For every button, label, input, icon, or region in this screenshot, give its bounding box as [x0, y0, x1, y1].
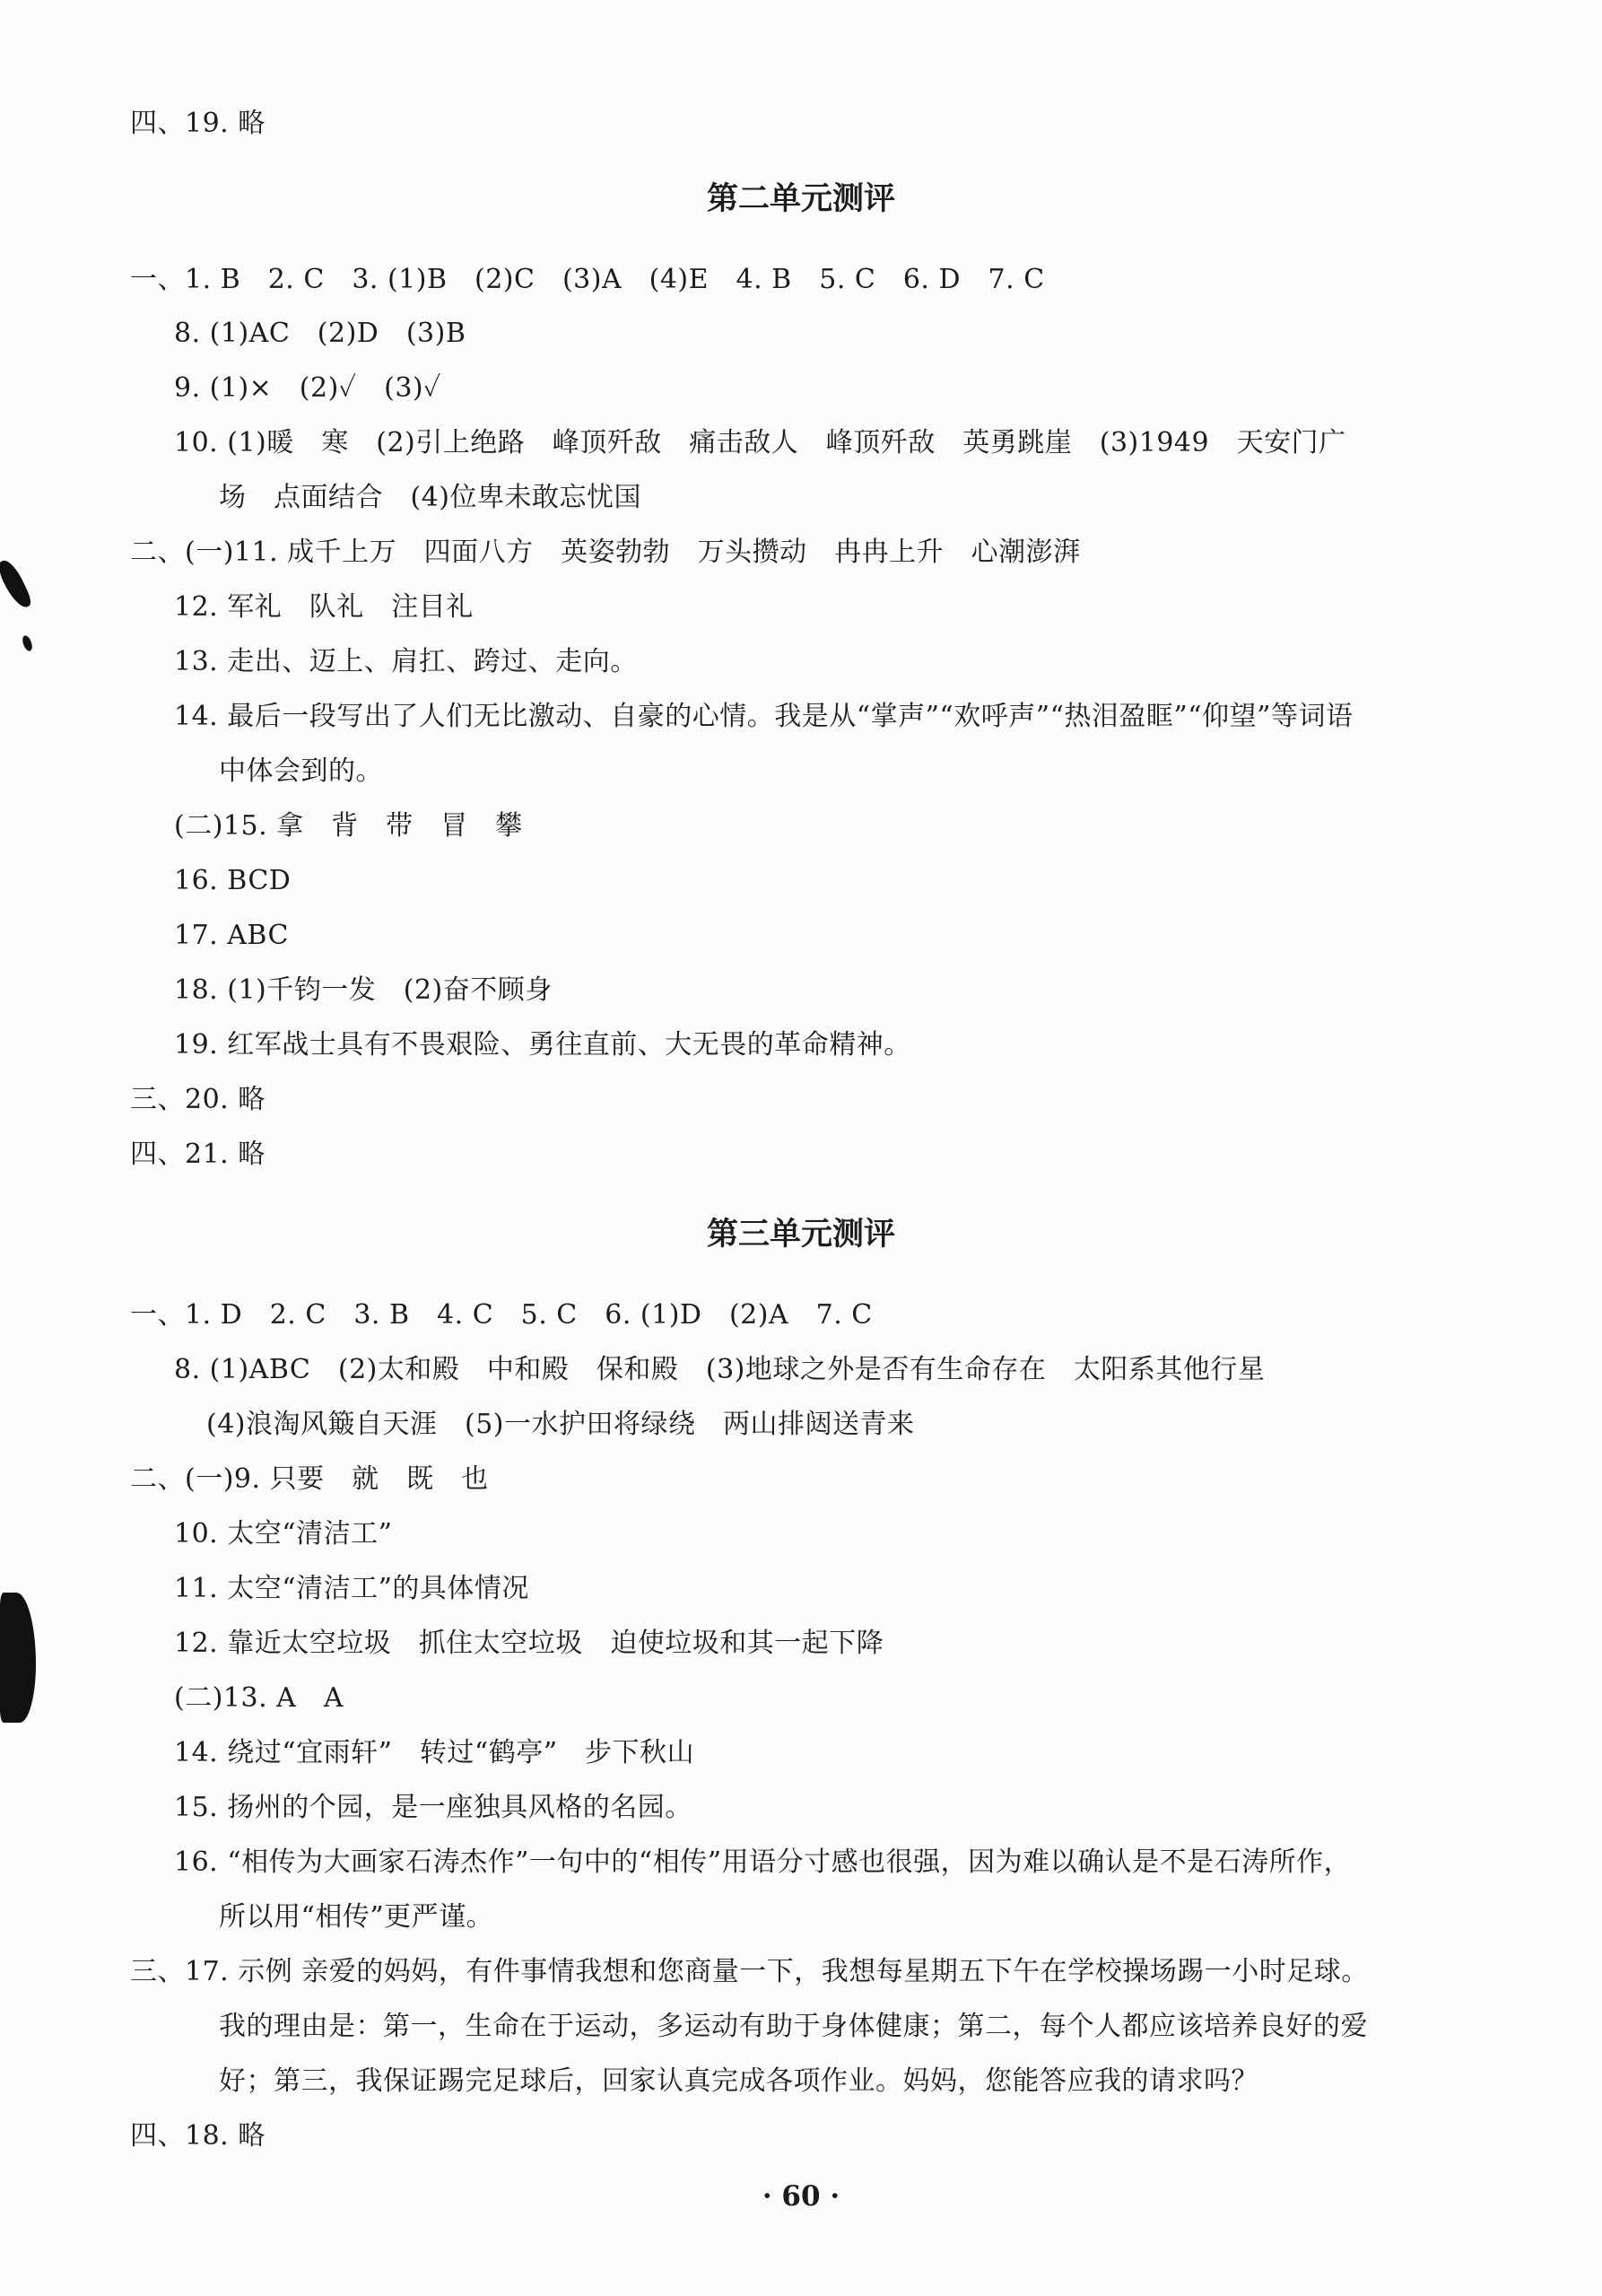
unit3-line-2: 8. (1)ABC (2)太和殿 中和殿 保和殿 (3)地球之外是否有生命存在 太阳系其他行星	[174, 1354, 1266, 1385]
unit2-title: 第二单元测评	[706, 181, 895, 217]
unit3-line-1: 一、1. D 2. C 3. B 4. C 5. C 6. (1)D (2)A 7. C	[130, 1299, 873, 1331]
unit2-line-4: 10. (1)暖 寒 (2)引上绝路 峰顶歼敌 痛击敌人 峰顶歼敌 英勇跳崖 (3)1949 天安门广	[174, 427, 1346, 458]
unit2-line-5: 场 点面结合 (4)位卑未敢忘忧国	[219, 482, 641, 513]
unit2-line-11: (二)15. 拿 背 带 冒 攀	[174, 810, 523, 842]
unit1-q19-line: 四、19. 略	[130, 108, 266, 139]
unit2-line-17: 四、21. 略	[130, 1139, 266, 1170]
scan-mark-bottom	[0, 1593, 36, 1723]
unit2-line-3: 9. (1)× (2)✓ (3)✓	[174, 372, 441, 404]
unit3-line-15: 好；第三，我保证踢完足球后，回家认真完成各项作业。妈妈，您能答应我的请求吗？	[219, 2065, 1258, 2097]
unit3-line-14: 我的理由是：第一，生命在于运动，多运动有助于身体健康；第二，每个人都应该培养良好的爱	[219, 2011, 1368, 2042]
page-number: · 60 ·	[762, 2180, 840, 2213]
unit2-line-1: 一、1. B 2. C 3. (1)B (2)C (3)A (4)E 4. B 5. C 6. D 7. C	[130, 264, 1045, 295]
unit3-line-16: 四、18. 略	[130, 2120, 266, 2152]
unit3-line-13: 三、17. 示例 亲爱的妈妈，有件事情我想和您商量一下，我想每星期五下午在学校操场踢一小时足球。	[130, 1956, 1369, 1987]
unit2-line-2: 8. (1)AC (2)D (3)B	[174, 318, 466, 349]
unit3-line-9: 14. 绕过“宜雨轩” 转过“鹤亭” 步下秋山	[174, 1737, 695, 1768]
unit2-line-13: 17. ABC	[174, 920, 289, 951]
unit2-line-8: 13. 走出、迈上、肩扛、跨过、走向。	[174, 646, 638, 677]
unit3-line-12: 所以用“相传”更严谨。	[219, 1901, 494, 1933]
unit3-title: 第三单元测评	[706, 1217, 895, 1253]
unit3-line-3: (4)浪淘风簸自天涯 (5)一水护田将绿绕 两山排闼送青来	[206, 1409, 915, 1440]
unit3-line-8: (二)13. A A	[174, 1682, 344, 1714]
unit3-line-4: 二、(一)9. 只要 就 既 也	[130, 1463, 489, 1495]
unit2-line-14: 18. (1)千钧一发 (2)奋不顾身	[174, 974, 553, 1006]
unit2-line-9: 14. 最后一段写出了人们无比激动、自豪的心情。我是从“掌声”“欢呼声”“热泪盈眶”“仰望”等词语	[174, 701, 1354, 732]
unit3-line-11: 16. “相传为大画家石涛杰作”一句中的“相传”用语分寸感也很强，因为难以确认是不是石涛所作，	[174, 1846, 1352, 1878]
scan-mark-small	[21, 634, 34, 652]
unit3-line-10: 15. 扬州的个园，是一座独具风格的名园。	[174, 1792, 692, 1823]
unit2-line-7: 12. 军礼 队礼 注目礼	[174, 591, 474, 623]
unit2-line-15: 19. 红军战士具有不畏艰险、勇往直前、大无畏的革命精神。	[174, 1029, 911, 1061]
unit2-line-12: 16. BCD	[174, 865, 292, 896]
unit3-line-6: 11. 太空“清洁工”的具体情况	[174, 1573, 529, 1604]
unit2-line-16: 三、20. 略	[130, 1084, 266, 1115]
unit2-line-10: 中体会到的。	[219, 755, 383, 787]
unit3-line-5: 10. 太空“清洁工”	[174, 1518, 393, 1550]
unit3-line-7: 12. 靠近太空垃圾 抓住太空垃圾 迫使垃圾和其一起下降	[174, 1628, 884, 1659]
unit2-line-6: 二、(一)11. 成千上万 四面八方 英姿勃勃 万头攒动 冉冉上升 心潮澎湃	[130, 537, 1081, 568]
scan-mark-top	[0, 556, 33, 611]
